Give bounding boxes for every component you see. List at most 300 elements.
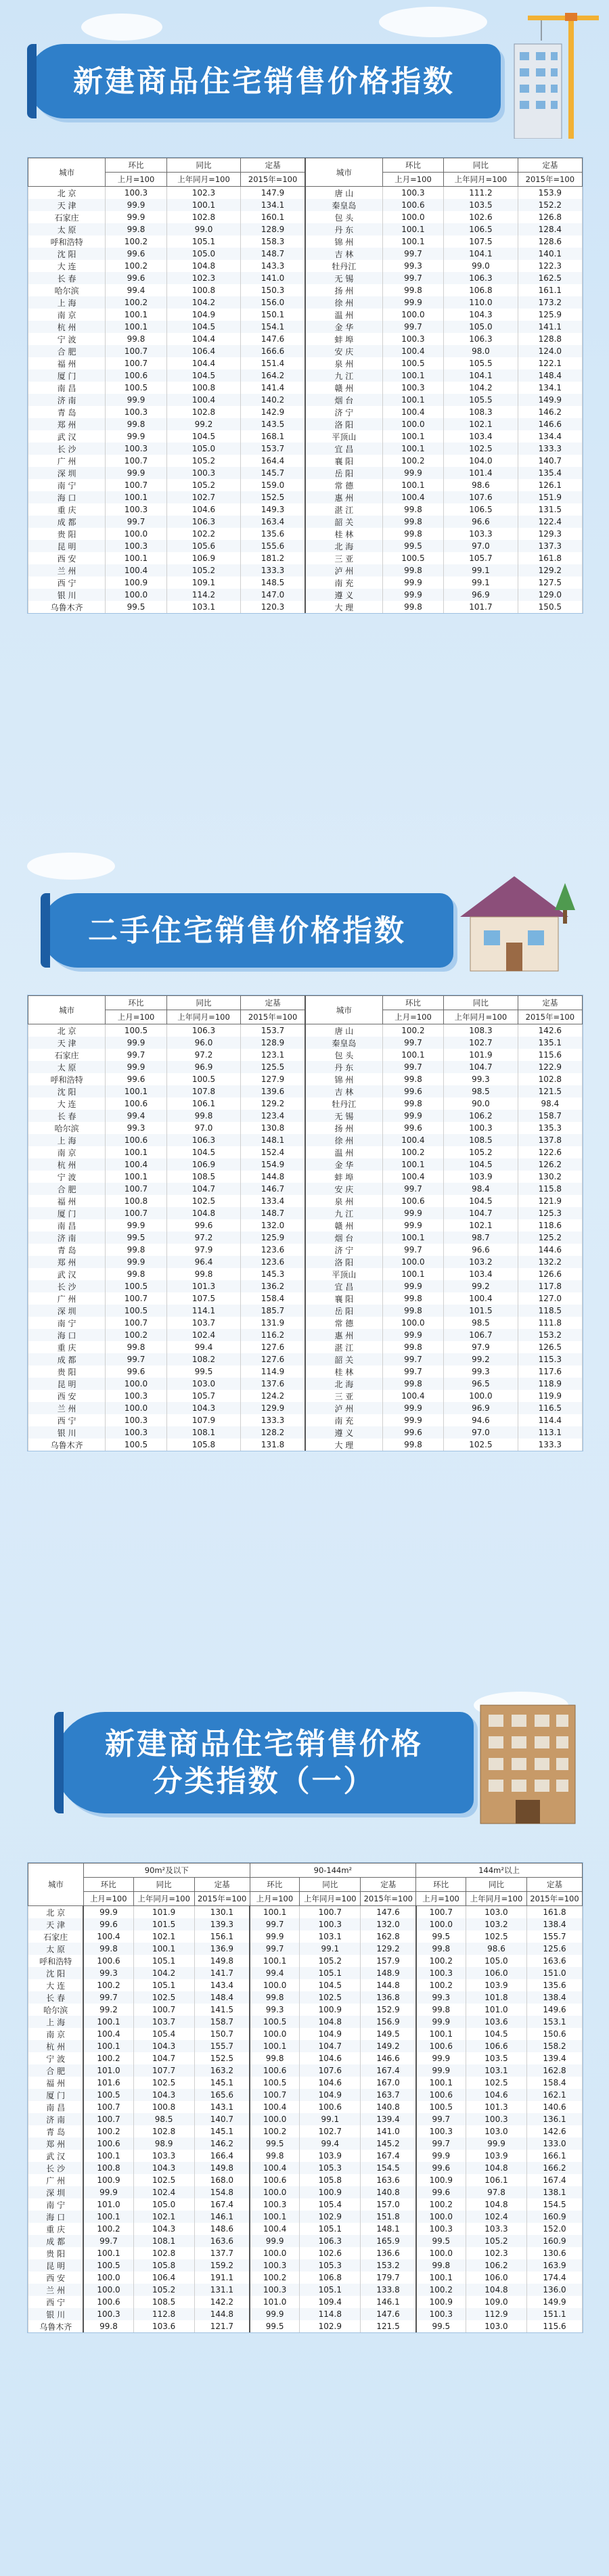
value-cell: 122.9 <box>518 1061 582 1073</box>
table-row <box>28 1991 583 2004</box>
table-row <box>28 2174 583 2186</box>
value-cell: 156.9 <box>361 2016 416 2028</box>
value-cell: 133.0 <box>527 2138 583 2150</box>
table-row <box>28 1268 583 1280</box>
value-cell: 118.9 <box>518 1378 582 1390</box>
city-cell: 昆 明 <box>28 2259 84 2272</box>
section1-title: 新建商品住宅销售价格指数 <box>73 64 455 99</box>
value-cell: 97.8 <box>466 2186 526 2198</box>
value-cell: 100.4 <box>83 2028 133 2040</box>
table-row <box>28 1073 583 1085</box>
value-cell: 99.7 <box>382 1037 443 1049</box>
value-cell: 100.3 <box>106 443 166 455</box>
table-row <box>28 223 583 235</box>
city-cell: 沈 阳 <box>28 248 106 260</box>
city-cell: 南 京 <box>28 2028 84 2040</box>
city-cell: 南 宁 <box>28 2198 84 2211</box>
value-cell: 105.8 <box>133 2259 194 2272</box>
value-cell: 106.3 <box>166 516 241 528</box>
crane-building-illustration <box>501 3 602 139</box>
value-cell: 99.3 <box>382 260 443 272</box>
value-cell: 100.7 <box>83 2101 133 2113</box>
value-cell: 99.8 <box>106 418 166 430</box>
value-cell: 157.0 <box>361 2198 416 2211</box>
city-cell: 杭 州 <box>28 1158 106 1171</box>
city-cell: 丹 东 <box>305 1061 382 1073</box>
value-cell: 103.1 <box>300 1930 361 1943</box>
value-cell: 99.8 <box>382 1341 443 1353</box>
value-cell: 101.3 <box>466 2101 526 2113</box>
value-cell: 104.3 <box>133 2089 194 2101</box>
value-cell: 100.9 <box>83 2174 133 2186</box>
table-row <box>28 296 583 309</box>
city-cell: 成 都 <box>28 2235 84 2247</box>
city-cell: 青 岛 <box>28 1244 106 1256</box>
value-cell: 100.2 <box>382 1146 443 1158</box>
value-cell: 106.8 <box>300 2272 361 2284</box>
value-cell: 157.9 <box>361 1955 416 1967</box>
value-cell: 162.8 <box>361 1930 416 1943</box>
value-cell: 132.2 <box>518 1256 582 1268</box>
value-cell: 140.7 <box>194 2113 250 2125</box>
value-cell: 109.0 <box>466 2296 526 2308</box>
table-row <box>28 2052 583 2064</box>
value-cell: 106.0 <box>466 1967 526 1979</box>
value-cell: 114.2 <box>166 589 241 601</box>
value-cell: 103.4 <box>444 430 518 443</box>
value-cell: 97.0 <box>444 1426 518 1439</box>
value-cell: 135.4 <box>518 467 582 479</box>
value-cell: 100.3 <box>106 1390 166 1402</box>
value-cell: 106.2 <box>466 2259 526 2272</box>
table-row <box>28 1085 583 1098</box>
value-cell: 100.1 <box>382 1049 443 1061</box>
header-yoy-sub: 上年同月=100 <box>444 173 518 187</box>
value-cell: 102.8 <box>166 211 241 223</box>
value-cell: 100.7 <box>133 2004 194 2016</box>
value-cell: 100.7 <box>106 1207 166 1219</box>
value-cell: 135.1 <box>518 1037 582 1049</box>
value-cell: 104.7 <box>300 2040 361 2052</box>
value-cell: 102.7 <box>444 1037 518 1049</box>
value-cell: 100.3 <box>250 2198 300 2211</box>
value-cell: 97.2 <box>166 1049 241 1061</box>
header-yoy: 同比 <box>444 158 518 173</box>
value-cell: 149.9 <box>518 394 582 406</box>
table-row <box>28 2308 583 2320</box>
value-cell: 100.2 <box>106 260 166 272</box>
city-cell: 徐 州 <box>305 1134 382 1146</box>
city-cell: 西 宁 <box>28 2296 84 2308</box>
city-cell: 济 宁 <box>305 406 382 418</box>
city-cell: 呼和浩特 <box>28 1073 106 1085</box>
value-cell: 139.4 <box>527 2052 583 2064</box>
value-cell: 100.7 <box>106 1317 166 1329</box>
apartment-building-illustration <box>474 1698 582 1827</box>
city-cell: 南 宁 <box>28 479 106 491</box>
header-base: 定基 <box>518 996 582 1010</box>
value-cell: 104.8 <box>300 2016 361 2028</box>
value-cell: 100.9 <box>300 2004 361 2016</box>
value-cell: 99.6 <box>416 2162 466 2174</box>
value-cell: 99.6 <box>382 1085 443 1098</box>
value-cell: 102.8 <box>518 1073 582 1085</box>
value-cell: 141.7 <box>194 1967 250 1979</box>
value-cell: 162.8 <box>527 2064 583 2077</box>
value-cell: 108.5 <box>166 1171 241 1183</box>
value-cell: 104.6 <box>466 2089 526 2101</box>
value-cell: 163.6 <box>361 2174 416 2186</box>
value-cell: 99.7 <box>382 321 443 333</box>
value-cell: 114.4 <box>518 1414 582 1426</box>
value-cell: 101.5 <box>444 1305 518 1317</box>
value-cell: 97.0 <box>444 540 518 552</box>
value-cell: 100.1 <box>106 321 166 333</box>
value-cell: 99.2 <box>166 418 241 430</box>
value-cell: 99.8 <box>106 1244 166 1256</box>
city-cell: 长 春 <box>28 1991 84 2004</box>
value-cell: 100.0 <box>416 2211 466 2223</box>
city-cell: 天 津 <box>28 1037 106 1049</box>
value-cell: 133.3 <box>241 564 305 577</box>
value-cell: 147.6 <box>361 2308 416 2320</box>
value-cell: 130.2 <box>518 1171 582 1183</box>
header-yoy: 同比 <box>466 1878 526 1892</box>
value-cell: 168.1 <box>241 430 305 443</box>
city-cell: 襄 阳 <box>305 455 382 467</box>
value-cell: 126.6 <box>518 1268 582 1280</box>
value-cell: 99.9 <box>382 1110 443 1122</box>
value-cell: 99.9 <box>466 2138 526 2150</box>
city-cell: 大 理 <box>305 601 382 613</box>
city-cell: 长 沙 <box>28 443 106 455</box>
section2-banner <box>41 893 453 968</box>
header-base-sub: 2015年=100 <box>241 173 305 187</box>
value-cell: 123.4 <box>241 1110 305 1122</box>
value-cell: 153.1 <box>527 2016 583 2028</box>
value-cell: 167.4 <box>361 2064 416 2077</box>
city-cell: 北 京 <box>28 1024 106 1037</box>
city-cell: 太 原 <box>28 1061 106 1073</box>
city-cell: 温 州 <box>305 1146 382 1158</box>
value-cell: 105.0 <box>444 321 518 333</box>
value-cell: 100.2 <box>250 2125 300 2138</box>
value-cell: 142.6 <box>518 1024 582 1037</box>
value-cell: 100.0 <box>250 1979 300 1991</box>
city-cell: 贵 阳 <box>28 528 106 540</box>
table-row <box>28 430 583 443</box>
city-cell: 西 宁 <box>28 577 106 589</box>
value-cell: 100.7 <box>106 357 166 369</box>
value-cell: 98.4 <box>518 1098 582 1110</box>
value-cell: 131.9 <box>241 1317 305 1329</box>
value-cell: 105.2 <box>166 564 241 577</box>
table-row <box>28 1305 583 1317</box>
value-cell: 104.8 <box>166 260 241 272</box>
value-cell: 140.8 <box>361 2101 416 2113</box>
value-cell: 146.6 <box>361 2052 416 2064</box>
table-row <box>28 1146 583 1158</box>
value-cell: 130.1 <box>194 1906 250 1919</box>
value-cell: 119.9 <box>518 1390 582 1402</box>
value-cell: 99.9 <box>416 2016 466 2028</box>
city-cell: 岳 阳 <box>305 467 382 479</box>
value-cell: 99.7 <box>382 1365 443 1378</box>
value-cell: 102.1 <box>444 1219 518 1231</box>
header-size3: 144m²以上 <box>416 1863 583 1878</box>
value-cell: 124.2 <box>241 1390 305 1402</box>
value-cell: 99.7 <box>106 1049 166 1061</box>
house-illustration <box>447 863 582 978</box>
value-cell: 136.1 <box>527 2113 583 2125</box>
value-cell: 107.8 <box>166 1085 241 1098</box>
value-cell: 149.3 <box>241 503 305 516</box>
value-cell: 100.1 <box>83 2150 133 2162</box>
value-cell: 99.4 <box>250 1967 300 1979</box>
value-cell: 155.6 <box>241 540 305 552</box>
value-cell: 99.8 <box>382 503 443 516</box>
value-cell: 99.7 <box>382 1353 443 1365</box>
value-cell: 100.1 <box>382 1268 443 1280</box>
value-cell: 100.3 <box>106 540 166 552</box>
value-cell: 116.2 <box>241 1329 305 1341</box>
value-cell: 99.8 <box>382 1439 443 1451</box>
value-cell: 99.3 <box>416 1991 466 2004</box>
city-cell: 海 口 <box>28 1329 106 1341</box>
value-cell: 143.1 <box>194 2101 250 2113</box>
value-cell: 137.6 <box>241 1378 305 1390</box>
city-cell: 西 安 <box>28 2272 84 2284</box>
city-cell: 银 川 <box>28 2308 84 2320</box>
value-cell: 94.6 <box>444 1414 518 1426</box>
value-cell: 99.9 <box>382 1329 443 1341</box>
value-cell: 100.2 <box>106 235 166 248</box>
header-mom-sub: 上月=100 <box>250 1892 300 1906</box>
value-cell: 116.5 <box>518 1402 582 1414</box>
city-cell: 吉 林 <box>305 1085 382 1098</box>
value-cell: 100.3 <box>106 503 166 516</box>
value-cell: 110.0 <box>444 296 518 309</box>
value-cell: 136.2 <box>241 1280 305 1292</box>
city-cell: 北 海 <box>305 1378 382 1390</box>
value-cell: 139.6 <box>241 1085 305 1098</box>
table-row <box>28 1122 583 1134</box>
value-cell: 100.4 <box>250 2162 300 2174</box>
value-cell: 147.6 <box>361 1906 416 1919</box>
value-cell: 104.1 <box>444 369 518 382</box>
value-cell: 103.1 <box>466 2064 526 2077</box>
city-cell: 太 原 <box>28 1943 84 1955</box>
value-cell: 173.2 <box>518 296 582 309</box>
value-cell: 99.9 <box>382 1414 443 1426</box>
value-cell: 100.1 <box>106 309 166 321</box>
header-base-sub: 2015年=100 <box>361 1892 416 1906</box>
value-cell: 101.0 <box>83 2064 133 2077</box>
value-cell: 100.5 <box>106 1305 166 1317</box>
table-row <box>28 2077 583 2089</box>
value-cell: 99.7 <box>250 1918 300 1930</box>
value-cell: 98.0 <box>444 345 518 357</box>
value-cell: 100.4 <box>382 1390 443 1402</box>
city-cell: 南 京 <box>28 1146 106 1158</box>
value-cell: 99.9 <box>382 296 443 309</box>
city-cell: 遵 义 <box>305 1426 382 1439</box>
table-row <box>28 2198 583 2211</box>
value-cell: 131.1 <box>194 2284 250 2296</box>
value-cell: 154.5 <box>361 2162 416 2174</box>
value-cell: 103.0 <box>466 2125 526 2138</box>
table-row <box>28 1134 583 1146</box>
value-cell: 104.8 <box>466 2284 526 2296</box>
value-cell: 104.3 <box>133 2040 194 2052</box>
value-cell: 90.0 <box>444 1098 518 1110</box>
value-cell: 147.6 <box>241 333 305 345</box>
city-cell: 哈尔滨 <box>28 1122 106 1134</box>
table-row <box>28 1329 583 1341</box>
value-cell: 126.5 <box>518 1341 582 1353</box>
city-cell: 兰 州 <box>28 1402 106 1414</box>
city-cell: 昆 明 <box>28 1378 106 1390</box>
table-row <box>28 382 583 394</box>
value-cell: 105.5 <box>444 357 518 369</box>
value-cell: 99.8 <box>382 284 443 296</box>
value-cell: 161.1 <box>518 284 582 296</box>
value-cell: 100.1 <box>416 2272 466 2284</box>
value-cell: 104.2 <box>133 1967 194 1979</box>
value-cell: 115.6 <box>518 1049 582 1061</box>
value-cell: 143.4 <box>194 1979 250 1991</box>
header-base: 定基 <box>518 158 582 173</box>
table-row <box>28 1979 583 1991</box>
value-cell: 162.5 <box>518 272 582 284</box>
value-cell: 163.7 <box>361 2089 416 2101</box>
value-cell: 140.6 <box>527 2101 583 2113</box>
value-cell: 158.4 <box>527 2077 583 2089</box>
value-cell: 100.0 <box>106 1378 166 1390</box>
value-cell: 100.5 <box>106 1439 166 1451</box>
value-cell: 162.1 <box>527 2089 583 2101</box>
value-cell: 167.4 <box>527 2174 583 2186</box>
value-cell: 98.9 <box>133 2138 194 2150</box>
value-cell: 98.5 <box>133 2113 194 2125</box>
table-row <box>28 2284 583 2296</box>
section3-banner <box>54 1712 474 1813</box>
table-row <box>28 2320 583 2332</box>
value-cell: 131.5 <box>518 503 582 516</box>
value-cell: 102.5 <box>166 1195 241 1207</box>
value-cell: 99.1 <box>300 1943 361 1955</box>
value-cell: 96.6 <box>444 516 518 528</box>
value-cell: 125.6 <box>527 1943 583 1955</box>
city-cell: 洛 阳 <box>305 1256 382 1268</box>
city-cell: 大 连 <box>28 1098 106 1110</box>
city-cell: 泉 州 <box>305 1195 382 1207</box>
value-cell: 185.7 <box>241 1305 305 1317</box>
city-cell: 温 州 <box>305 309 382 321</box>
value-cell: 104.4 <box>166 333 241 345</box>
value-cell: 100.1 <box>83 2247 133 2259</box>
city-cell: 西 安 <box>28 552 106 564</box>
value-cell: 104.7 <box>166 1183 241 1195</box>
city-cell: 青 岛 <box>28 2125 84 2138</box>
value-cell: 100.0 <box>250 2028 300 2040</box>
section3-title-line1: 新建商品住宅销售价格 <box>105 1727 423 1761</box>
value-cell: 135.6 <box>527 1979 583 1991</box>
city-cell: 郑 州 <box>28 1256 106 1268</box>
value-cell: 154.5 <box>527 2198 583 2211</box>
value-cell: 102.8 <box>133 2247 194 2259</box>
value-cell: 102.5 <box>444 443 518 455</box>
value-cell: 105.2 <box>166 479 241 491</box>
table-row <box>28 2064 583 2077</box>
city-cell: 北 京 <box>28 187 106 200</box>
value-cell: 143.5 <box>241 418 305 430</box>
value-cell: 99.3 <box>444 1073 518 1085</box>
city-cell: 韶 关 <box>305 1353 382 1365</box>
value-cell: 104.5 <box>444 1195 518 1207</box>
value-cell: 100.0 <box>106 589 166 601</box>
value-cell: 150.7 <box>194 2028 250 2040</box>
city-cell: 重 庆 <box>28 1341 106 1353</box>
cloud-decoration <box>81 14 162 41</box>
table-row <box>28 248 583 260</box>
value-cell: 129.0 <box>518 589 582 601</box>
value-cell: 100.5 <box>416 2101 466 2113</box>
value-cell: 102.5 <box>133 2174 194 2186</box>
value-cell: 103.3 <box>444 528 518 540</box>
city-cell: 合 肥 <box>28 2064 84 2077</box>
value-cell: 100.1 <box>106 1171 166 1183</box>
table-row <box>28 491 583 503</box>
value-cell: 100.6 <box>83 1955 133 1967</box>
value-cell: 101.0 <box>83 2198 133 2211</box>
value-cell: 105.0 <box>166 248 241 260</box>
city-cell: 贵 阳 <box>28 2247 84 2259</box>
value-cell: 100.8 <box>133 2101 194 2113</box>
value-cell: 100.3 <box>466 2113 526 2125</box>
value-cell: 149.6 <box>527 2004 583 2016</box>
city-cell: 济 南 <box>28 2113 84 2125</box>
value-cell: 140.8 <box>361 2186 416 2198</box>
value-cell: 103.2 <box>444 1256 518 1268</box>
value-cell: 127.6 <box>241 1341 305 1353</box>
value-cell: 148.9 <box>361 1967 416 1979</box>
table-row <box>28 1158 583 1171</box>
value-cell: 106.3 <box>300 2235 361 2247</box>
value-cell: 102.4 <box>166 1329 241 1341</box>
value-cell: 145.2 <box>361 2138 416 2150</box>
value-cell: 99.5 <box>106 1231 166 1244</box>
value-cell: 99.4 <box>106 1110 166 1122</box>
header-mom-sub: 上月=100 <box>106 1010 166 1024</box>
city-cell: 赣 州 <box>305 382 382 394</box>
table-row <box>28 1402 583 1414</box>
city-cell: 桂 林 <box>305 1365 382 1378</box>
value-cell: 99.5 <box>382 540 443 552</box>
value-cell: 99.9 <box>106 211 166 223</box>
header-mom: 环比 <box>382 996 443 1010</box>
value-cell: 146.1 <box>361 2296 416 2308</box>
value-cell: 105.2 <box>166 455 241 467</box>
city-cell: 蚌 埠 <box>305 333 382 345</box>
value-cell: 99.4 <box>166 1341 241 1353</box>
city-cell: 上 海 <box>28 2016 84 2028</box>
value-cell: 99.8 <box>382 1292 443 1305</box>
value-cell: 100.6 <box>416 2040 466 2052</box>
value-cell: 106.9 <box>166 552 241 564</box>
value-cell: 103.9 <box>466 1979 526 1991</box>
table-row <box>28 333 583 345</box>
